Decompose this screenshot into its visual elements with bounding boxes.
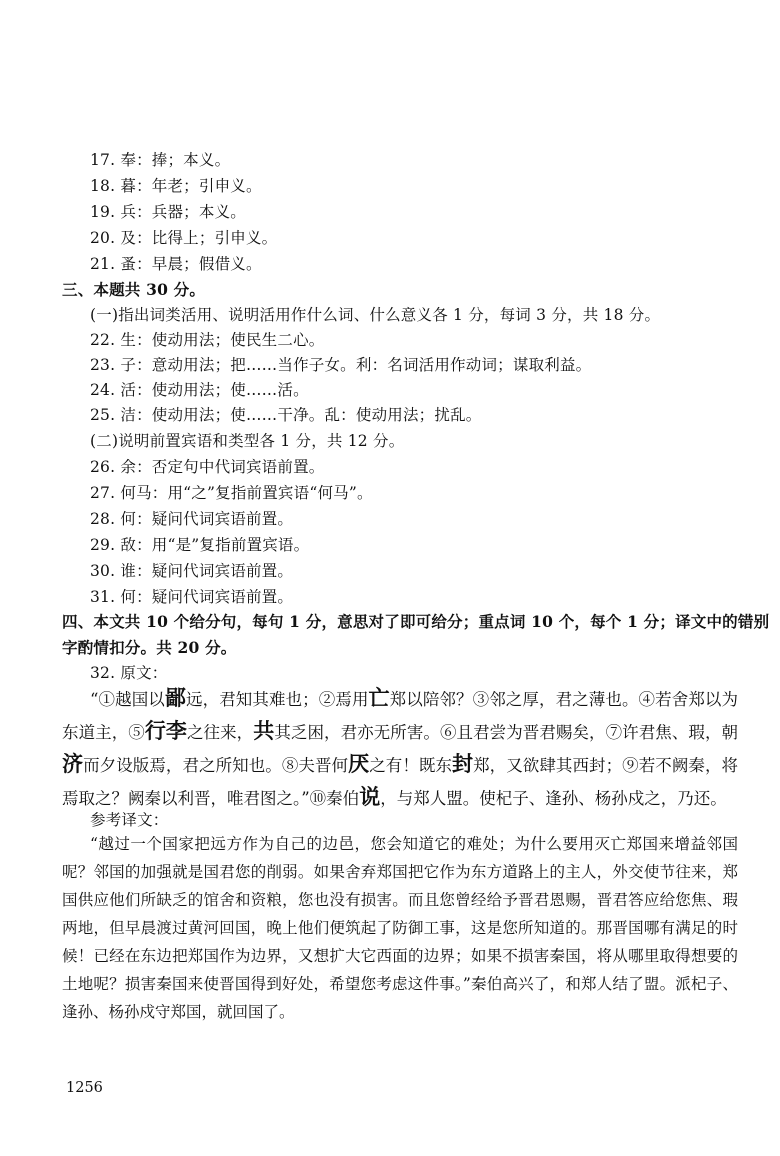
key-word-bi: 鄙 <box>164 685 186 710</box>
answer-30: 30. 谁：疑问代词宾语前置。 <box>90 562 294 580</box>
answer-29: 29. 敌：用“是”复指前置宾语。 <box>90 536 310 554</box>
section-3-part-2-instruction: (二)说明前置宾语和类型各 1 分，共 12 分。 <box>90 432 405 450</box>
original-text-segment: 之往来， <box>186 723 254 742</box>
original-text-passage <box>62 682 738 814</box>
original-text-segment: “①越国以 <box>90 690 165 709</box>
answer-24: 24. 活：使动用法；使……活。 <box>90 381 309 399</box>
section-3-part-1-instruction: (一)指出词类活用、说明活用作什么词、什么意义各 1 分，每词 3 分，共 18 分。 <box>90 306 661 324</box>
key-word-gong: 共 <box>253 718 275 743</box>
page-number: 1256 <box>66 1080 103 1096</box>
answer-26: 26. 余：否定句中代词宾语前置。 <box>90 458 325 476</box>
question-32-label: 32. 原文： <box>90 664 168 682</box>
key-word-ji: 济 <box>62 751 84 776</box>
reference-translation-label: 参考译文： <box>90 811 169 829</box>
section-4-heading-line-2: 字酌情扣分。共 20 分。 <box>62 638 237 657</box>
original-text-segment: ，与郑人盟。使杞子、逢孙、杨孙戍之，乃还。 <box>380 789 727 808</box>
answer-27: 27. 何马：用“之”复指前置宾语“何马”。 <box>90 484 373 502</box>
key-word-feng: 封 <box>452 751 474 776</box>
section-3-heading: 三、本题共 30 分。 <box>62 280 206 299</box>
original-text-segment: 其乏困，君亦无所害。⑥且君尝为晋君赐矣，⑦许君焦、瑕，朝 <box>274 723 739 742</box>
answer-17: 17. 奉：捧；本义。 <box>90 151 231 169</box>
original-text-segment: 之有！既东 <box>369 756 453 775</box>
translation-text: “越过一个国家把远方作为自己的边邑，您会知道它的难处；为什么要用灭亡郑国来增益邻国呢？邻国的加强就是国君您的削弱。如果舍弃郑国把它作为东方道路上的主人，外交使节往来，郑国供应他们所缺乏的馆舍和资粮，您也没有损害。而且您曾经给予晋君恩赐，晋君答应给您焦、瑕两地，但早晨渡过黄河回国，晚上他们便筑起了防御工事，这是您所知道的。那晋国哪有满足的时候！已经在东边把郑国作为边界，又想扩大它西面的边界；如果不损害秦国，将从哪里取得想要的土地呢？损害秦国来使晋国得到好处，希望您考虑这件事。”秦伯高兴了，和郑人结了盟。派杞子、逢孙、杨孙戍守郑国，就回国了。 <box>62 835 738 1021</box>
reference-translation-passage <box>62 830 738 1026</box>
answer-19: 19. 兵：兵器；本义。 <box>90 203 246 221</box>
answer-18: 18. 暮：年老；引申义。 <box>90 177 262 195</box>
answer-21: 21. 蚤：早晨；假借义。 <box>90 255 262 273</box>
key-word-yan: 厌 <box>348 751 370 776</box>
answer-31: 31. 何：疑问代词宾语前置。 <box>90 588 294 606</box>
answer-22: 22. 生：使动用法；使民生二心。 <box>90 331 325 349</box>
original-text-segment: 郑，又欲肆其西封；⑨若不阙秦，将焉取之？阙秦以利晋，唯君图之。”⑩秦伯 <box>62 756 739 808</box>
original-text-segment: 远，君知其难也；②焉用 <box>186 690 369 709</box>
original-text-segment: 而夕设版焉，君之所知也。⑧夫晋何 <box>83 756 349 775</box>
answer-28: 28. 何：疑问代词宾语前置。 <box>90 510 294 528</box>
key-word-xingli: 行李 <box>144 718 187 743</box>
section-4-heading-line-1: 四、本文共 10 个给分句，每句 1 分，意思对了即可给分；重点词 10 个，每个 1 分；译文中的错别 <box>62 612 770 631</box>
answer-20: 20. 及：比得上；引申义。 <box>90 229 278 247</box>
key-word-yue: 说 <box>359 784 381 809</box>
original-text-segment: 郑以陪邻？③邻之厚，君之薄也。④若舍郑以为东道主，⑤ <box>62 690 738 742</box>
answer-23: 23. 子：意动用法；把……当作子女。利：名词活用作动词；谋取利益。 <box>90 356 592 374</box>
key-word-wang: 亡 <box>368 685 390 710</box>
answer-25: 25. 洁：使动用法；使……干净。乱：使动用法；扰乱。 <box>90 406 482 424</box>
